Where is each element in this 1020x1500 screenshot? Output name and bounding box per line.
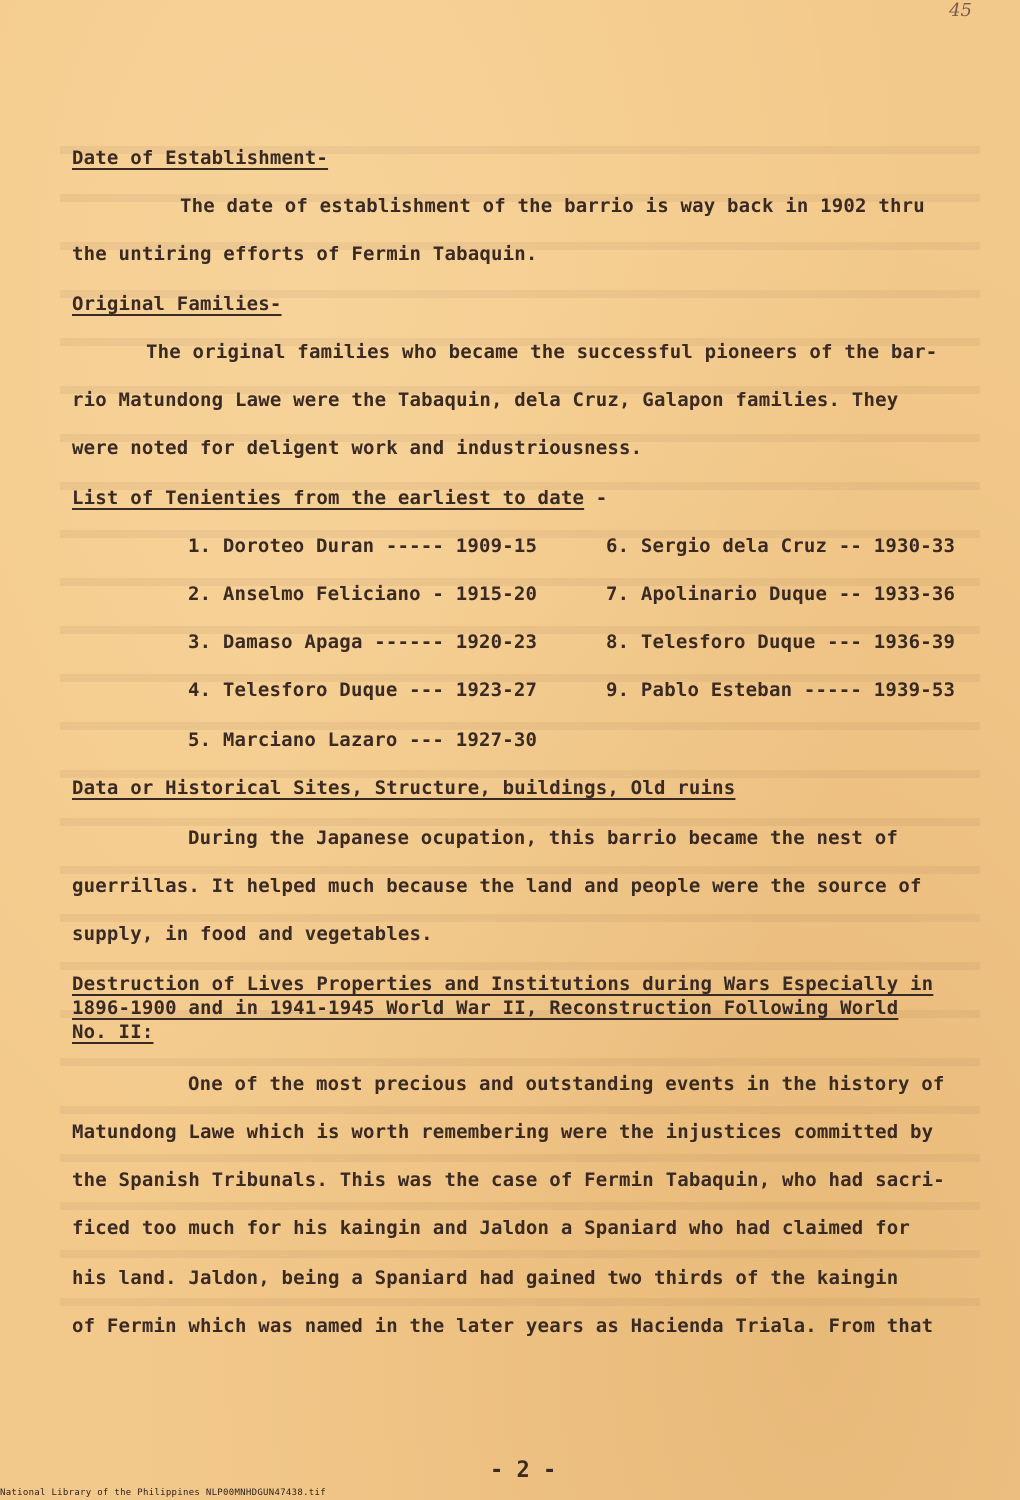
destruction-line: of Fermin which was named in the later years as Hacienda Triala. From that bbox=[72, 1315, 934, 1337]
destruction-line: ficed too much for his kaingin and Jaldon a Spaniard who had claimed for bbox=[72, 1217, 911, 1239]
families-line: were noted for deligent work and industriousness. bbox=[72, 437, 643, 459]
destruction-line: his land. Jaldon, being a Spaniard had gained two thirds of the kaingin bbox=[72, 1267, 899, 1289]
historical-line: guerrillas. It helped much because the land and people were the source of bbox=[72, 875, 922, 897]
teniente-item: 8. Telesforo Duque --- 1936-39 bbox=[606, 631, 956, 653]
section-heading-establishment: Date of Establishment- bbox=[72, 147, 329, 169]
families-line: rio Matundong Lawe were the Tabaquin, dela Cruz, Galapon families. They bbox=[72, 389, 899, 411]
establishment-line: The date of establishment of the barrio is way back in 1902 thru bbox=[180, 195, 925, 217]
page-number: - 2 - bbox=[490, 1458, 557, 1483]
families-line: The original families who became the successful pioneers of the bar- bbox=[146, 341, 938, 363]
historical-line: During the Japanese ocupation, this barrio became the nest of bbox=[188, 827, 898, 849]
archive-footer: National Library of the Philippines NLP00MNHDGUN47438.tif bbox=[0, 1488, 326, 1498]
page-corner-mark: 45 bbox=[949, 0, 972, 21]
teniente-item: 5. Marciano Lazaro --- 1927-30 bbox=[188, 729, 538, 751]
section-heading-destruction: No. II: bbox=[72, 1021, 154, 1043]
teniente-item: 9. Pablo Esteban ----- 1939-53 bbox=[606, 679, 956, 701]
teniente-item: 1. Doroteo Duran ----- 1909-15 bbox=[188, 535, 538, 557]
section-heading-historical: Data or Historical Sites, Structure, buildings, Old ruins bbox=[72, 777, 736, 799]
teniente-item: 4. Telesforo Duque --- 1923-27 bbox=[188, 679, 538, 701]
destruction-line: the Spanish Tribunals. This was the case of Fermin Tabaquin, who had sacri- bbox=[72, 1169, 945, 1191]
teniente-item: 6. Sergio dela Cruz -- 1930-33 bbox=[606, 535, 956, 557]
teniente-item: 2. Anselmo Feliciano - 1915-20 bbox=[188, 583, 538, 605]
heading-dash: - bbox=[595, 487, 608, 509]
section-heading-destruction: 1896-1900 and in 1941-1945 World War II, Reconstruction Following World bbox=[72, 997, 899, 1019]
section-heading-families: Original Families- bbox=[72, 293, 282, 315]
section-heading-tenientes: List of Tenienties from the earliest to date bbox=[72, 487, 585, 509]
historical-line: supply, in food and vegetables. bbox=[72, 923, 433, 945]
establishment-line: the untiring efforts of Fermin Tabaquin. bbox=[72, 243, 538, 265]
destruction-line: One of the most precious and outstanding events in the history of bbox=[188, 1073, 945, 1095]
destruction-line: Matundong Lawe which is worth remembering were the injustices committed by bbox=[72, 1121, 934, 1143]
teniente-item: 3. Damaso Apaga ------ 1920-23 bbox=[188, 631, 538, 653]
section-heading-tenientes-row bbox=[72, 486, 607, 510]
teniente-item: 7. Apolinario Duque -- 1933-36 bbox=[606, 583, 956, 605]
section-heading-destruction: Destruction of Lives Properties and Institutions during Wars Especially in bbox=[72, 973, 934, 995]
